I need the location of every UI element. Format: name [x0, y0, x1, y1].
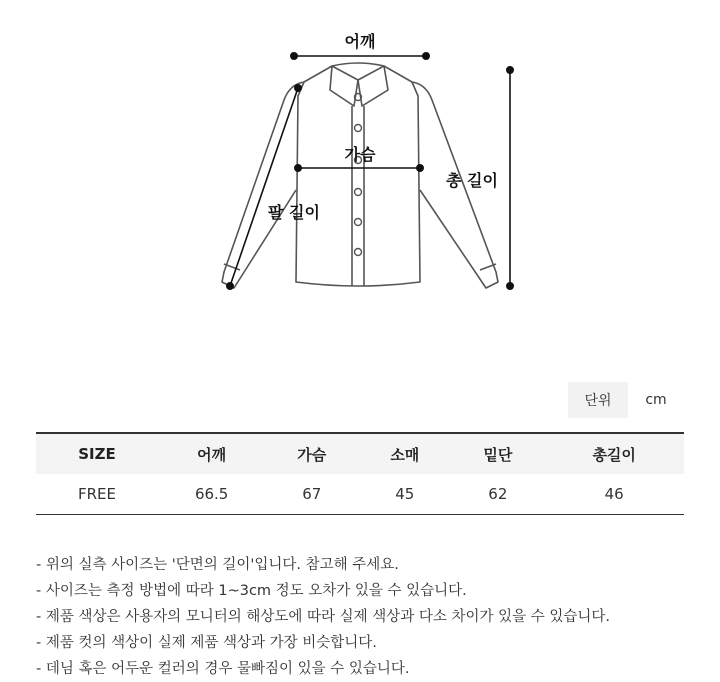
cell-chest: 67	[302, 485, 322, 503]
shoulder-label: 어깨	[344, 32, 376, 51]
note-item: - 제품 컷의 색상이 실제 제품 색상과 가장 비슷합니다.	[36, 635, 377, 651]
table-row	[36, 474, 684, 515]
cell-sleeve: 45	[395, 485, 415, 503]
header-shoulder: 어깨	[158, 433, 265, 474]
note-item: - 사이즈는 측정 방법에 따라 1~3cm 정도 오차가 있을 수 있습니다.	[36, 583, 467, 599]
cell-hem: 62	[488, 485, 508, 503]
header-total-length: 총길이	[544, 433, 684, 474]
size-notes	[36, 552, 696, 682]
note-item: - 제품 색상은 사용자의 모니터의 해상도에 따라 실제 색상과 다소 차이가 있을 수 있습니다.	[36, 609, 611, 625]
shoulder-measure-line	[291, 53, 429, 59]
shirt-buttons	[355, 94, 362, 256]
header-sleeve: 소매	[358, 433, 451, 474]
cell-shoulder: 66.5	[194, 485, 229, 503]
table-header-row	[36, 433, 684, 474]
header-size: SIZE	[36, 433, 158, 474]
sleeve-measure-line	[227, 85, 301, 289]
sleeve-label: 팔 길이	[268, 203, 320, 222]
total-length-measure-line	[507, 67, 513, 289]
chest-label: 가슴	[344, 145, 376, 164]
cell-size: FREE	[78, 485, 117, 503]
note-item: - 위의 실측 사이즈는 '단면의 길이'입니다. 참고해 주세요.	[36, 557, 399, 573]
size-table	[36, 432, 684, 515]
header-chest: 가슴	[265, 433, 358, 474]
cell-total-length: 46	[604, 485, 624, 503]
header-hem: 밑단	[451, 433, 544, 474]
total-length-label: 총 길이	[446, 171, 498, 190]
note-item: - 데님 혹은 어두운 컬러의 경우 물빠짐이 있을 수 있습니다.	[36, 661, 410, 677]
shirt-measurement-diagram	[0, 0, 720, 330]
chest-measure-line	[295, 165, 423, 171]
unit-label: 단위	[568, 382, 628, 418]
unit-value: cm	[645, 392, 667, 408]
